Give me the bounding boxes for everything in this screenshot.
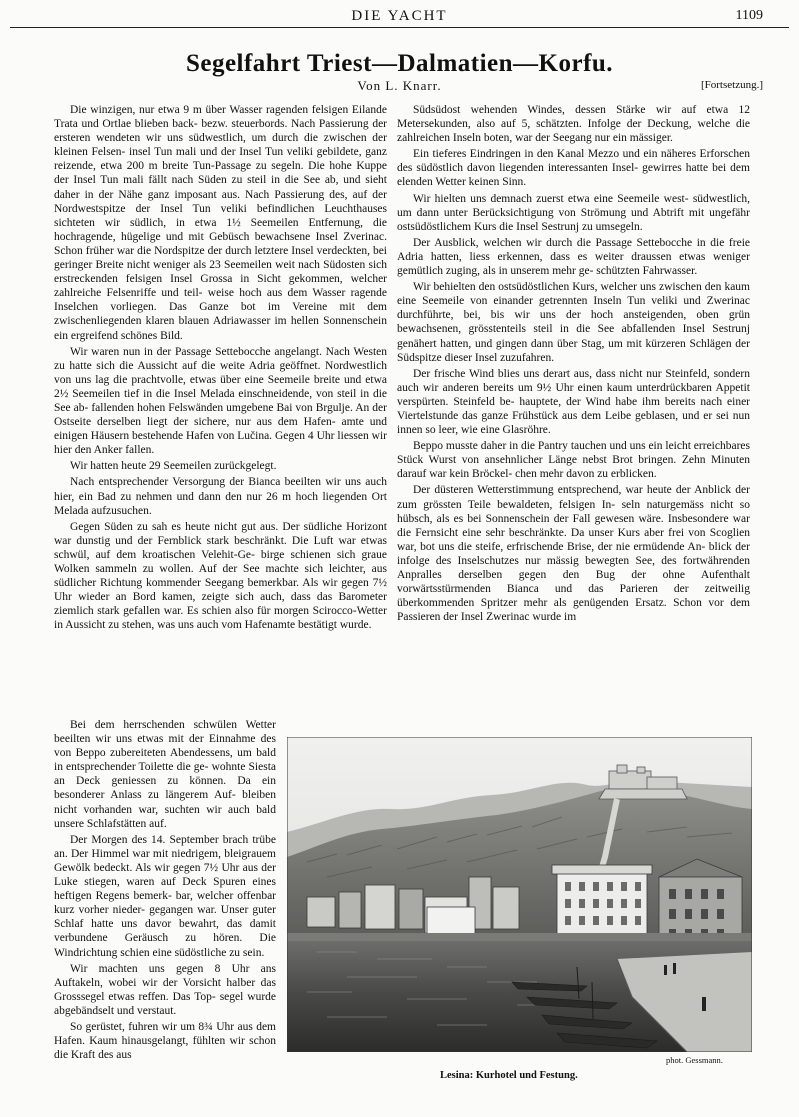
paragraph: Wir waren nun in der Passage Settebocche angelangt. Nach Westen zu hatte sich die Aussicht auf die weite Adria geöffnet. Nordwestlich von uns lag die prachtvolle, etwas über eine Seemeile breite und etwa 2½ Seemeilen tief in die Insel Melada einschneidende, von steil in die See ab- fallenden hohen Felswänden umgebene Bai von Brgulje. An der Ostseite derselben liegt der sichere, nur aus dem Hafen- amte und einigen Häusern bestehende Hafen von Lučina. Gegen 4 Uhr liessen wir hier den Anker fallen. [54, 345, 387, 457]
figure-caption: Lesina: Kurhotel und Festung. [440, 1070, 578, 1081]
harbor-photo-figure [287, 737, 752, 1052]
paragraph: So gerüstet, fuhren wir um 8¾ Uhr aus dem Hafen. Kaum hinausgelangt, fühlten wir schon die Kraft des aus [54, 1020, 276, 1062]
paragraph: Ein tieferes Eindringen in den Kanal Mezzo und ein näheres Erforschen des südöstlich davon liegenden interessanten Insel- gewirres hatte bei dem elenden Wetter keinen Sinn. [397, 148, 750, 189]
paragraph: Der Morgen des 14. September brach trübe an. Der Himmel war mit niedrigem, bleigrauem Gewölk bedeckt. Als wir gegen 7½ Uhr aus der Luke stiegen, waren auf Deck Spuren eines heftigen Regens bemerk- bar, welcher offenbar kurz vorher nieder- gegangen war. Unser guter Schlaf hatte uns davor bewahrt, das damit verbundene Geräusch zu hören. Die Windrichtung schien eine südöstliche zu sein. [54, 833, 276, 959]
photo-credit: phot. Gessmann. [666, 1055, 723, 1065]
paragraph: Bei dem herrschenden schwülen Wetter beeilten wir uns etwas mit der Einnahme des von Beppo zubereiteten Abendessens, um bald in entsprechender Toilette die ge- wohnte Siesta an Deck geniessen zu können. Da ein besonderer Anlass zu längerem Auf- bleiben nicht vorhanden war, suchten wir auch bald unsere Schlafstätten auf. [54, 719, 276, 830]
header-rule [10, 27, 789, 28]
page-number: 1109 [735, 8, 763, 23]
paragraph: Wir behielten den ostsüdöstlichen Kurs, welcher uns zwischen den kaum eine Seemeile von einander getrennten Inseln Tun veliki und Zwerinac durchführte, bei, bis wir uns der hoch ansteigenden, oben grün bewachsenen, grösstenteils steil in die See abfallenden Insel Sestrunj genähert hatten, und gingen dann über Stag, um mit kürzeren Schlägen der Südspitze dieser Insel zuzufahren. [397, 281, 750, 364]
article-title: Segelfahrt Triest—Dalmatien—Korfu. [185, 50, 614, 77]
paragraph: Beppo musste daher in die Pantry tauchen und uns ein leicht erreichbares Stück Wurst von ansehnlicher Länge nebst Brot bringen. Zehn Minuten darauf war kein Bröckel- chen mehr davon zu erblicken. [397, 440, 750, 481]
text-column-narrow [54, 718, 276, 1083]
paragraph: Wir hatten heute 29 Seemeilen zurückgelegt. [70, 460, 277, 473]
paragraph: Die winzigen, nur etwa 9 m über Wasser ragenden felsigen Eilande Trata und Ortlae blieben back- bezw. steuerbords. Nach Passierung der ersteren wendeten wir uns südwestlich, um durch die zwischen der kleinen Felsen- insel Tun mali und der Insel Tun veliki gebildete, ganz reizende, etwa 200 m breite Tun-Passage zu segeln. Die hohe Kuppe der Insel Tun mali fällt nach Süden zu steil in die See ab, und sieht daher in der Nähe ganz imposant aus. Nach Passierung des, auf der Nordwestspitze der Insel Tun veliki befindlichen Leuchthauses sichteten wir südlich, in etwa 1½ Seemeilen Entfernung, die hochragende, hügelige und mit Gebüsch bewachsene Insel Zverinac. Schon früher war die Nordspitze der durch letztere Insel verdeckten, bei geringer Breite nicht weniger als 23 Seemeilen weit nach Südosten sich erstreckenden felsigen Insel Grossa in Sicht gekommen, welcher zahlreiche Felsenriffe und teil- weise hoch aus dem Wasser ragende Inselchen vorliegen. Das Ganze bot im Vereine mit dem zwischenliegenden klaren blauen Adriawasser im hellen Sonnenschein ein ergreifend schönes Bild. [54, 104, 387, 342]
text-column-left [54, 103, 387, 728]
text-column-right [397, 103, 750, 725]
journal-name: DIE YACHT [351, 8, 448, 24]
paragraph: Der Ausblick, welchen wir durch die Passage Settebocche in die freie Adria hatten, liess erkennen, dass es weiter draussen etwas weniger gemütlich zuging, als in unserem mehr ge- schützten Fahrwasser. [397, 236, 750, 278]
harbor-photo [287, 737, 752, 1052]
paragraph: Der frische Wind blies uns derart aus, dass nicht nur Steinfeld, sondern auch wir anderen bereits um 9½ Uhr einen kaum unterdrückbaren Appetit verspürten. Steinfeld be- hauptete, der Wind habe ihm bereits nach einer Viertelstunde das ganze Frühstück aus dem Leibe geblasen, und er sei nun innen so leer, wie eine Glasröhre. [397, 367, 750, 437]
paragraph: Wir machten uns gegen 8 Uhr ans Auftakeln, wobei wir der Vorsicht halber das Grosssegel etwas reffen. Das Top- segel wurde abgebändselt und verstaut. [54, 962, 276, 1017]
article-byline: Von L. Knarr. [357, 78, 442, 93]
paragraph: Südsüdost wehenden Windes, dessen Stärke wir auf etwa 12 Metersekunden, also auf 5, schätzten. Infolge der Deckung, welche die zahlreichen Inseln boten, war der Seegang nur ein mässiger. [397, 104, 750, 145]
paragraph: Wir hielten uns demnach zuerst etwa eine Seemeile west- südwestlich, um dann unter Berücksichtigung von Strömung und Abtrift mit ungefähr ostsüdöstlichem Kurs die Insel Sestrunj zu umsegeln. [397, 192, 750, 233]
paragraph: Der düsteren Wetterstimmung entsprechend, war heute der Anblick der zum grössten Teile bewaldeten, felsigen In- seln naturgemäss nicht so hübsch, als es bei Sonnenschein der Fall gewesen wäre. Insbesondere war die Fernsicht eine sehr beschränkte. Da unser Kurs aber frei von Scoglien war, bot uns die steife, erfrischende Brise, der nie ermüdende An- blick der infolge des Inselschutzes nur mässig bewegten See, des fortwährenden Anpralles derselben gegen den Bug der ohne Aufenthalt vorwärtsstürmenden Bianca und das Parieren der zeitweilig überkommenden Spritzer mehr als genügenden Ersatz. Schon vor dem Passieren der Insel Zwerinac wurde im [397, 484, 750, 624]
continuation-note: [Fortsetzung.] [700, 79, 763, 91]
paragraph: Nach entsprechender Versorgung der Bianca beeilten wir uns auch hier, ein Bad zu nehmen und dann den nur 26 m hoch liegenden Ort Melada aufzusuchen. [54, 476, 387, 517]
paragraph: Gegen Süden zu sah es heute nicht gut aus. Der südliche Horizont war dunstig und der Fernblick stark beschränkt. Die Luft war etwas schwül, auf dem kroatischen Velehit-Ge- birge schienen sich graue Wolken sammeln zu wollen. Auf der See machte sich leichter, aus südlicher Richtung kommender Seegang bemerkbar. Als wir gegen 7½ Uhr wieder an Bord kamen, zeigte sich auch, dass das Barometer ziemlich stark gefallen war. Es schien also für morgen Scirocco-Wetter in Aussicht zu stehen, was uns auch vom Hafenamte bestätigt wurde. [54, 520, 387, 632]
